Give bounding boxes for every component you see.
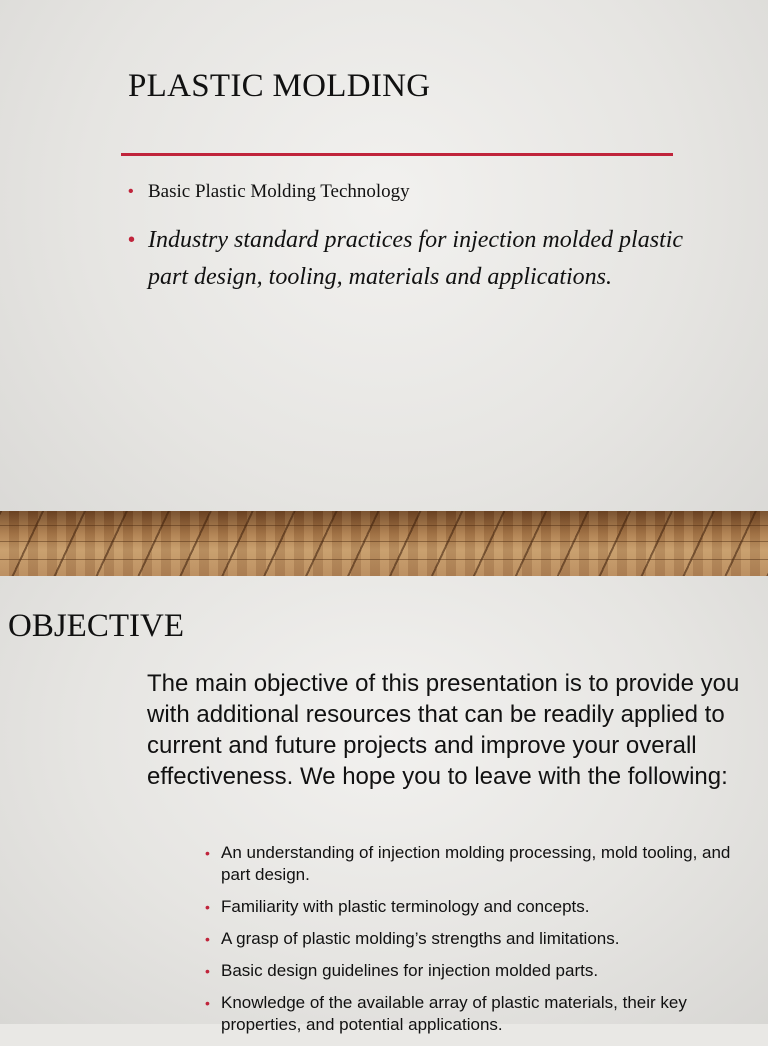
list-item-text: Familiarity with plastic terminology and concepts. xyxy=(221,897,590,916)
list-item xyxy=(128,222,688,296)
list-item xyxy=(205,896,745,918)
list-item-text: Basic Plastic Molding Technology xyxy=(148,181,410,202)
list-item xyxy=(205,992,745,1036)
bullet-icon: • xyxy=(205,995,210,1011)
list-item xyxy=(205,842,745,886)
bullet-icon: • xyxy=(205,931,210,947)
objective-paragraph: The main objective of this presentation is to provide you with additional resources that can be readily applied to current and future projects and improve your overall effectiveness. We hope you to leave with the following: xyxy=(147,670,740,790)
title-divider xyxy=(121,153,673,156)
bullet-icon: • xyxy=(205,845,210,861)
list-item-text: Knowledge of the available array of plastic materials, their key properties, and potential applications. xyxy=(221,993,687,1034)
bullet-icon: • xyxy=(128,229,136,251)
slide-objective xyxy=(0,576,768,1034)
bullet-icon: • xyxy=(205,899,210,915)
list-item xyxy=(205,960,745,982)
bullet-list xyxy=(205,842,745,1046)
list-item-text: Basic design guidelines for injection molded parts. xyxy=(221,961,599,980)
list-item-text: Industry standard practices for injection molded plastic part design, tooling, materials and applications. xyxy=(148,227,684,290)
list-item xyxy=(128,178,688,206)
bullet-icon: • xyxy=(205,963,210,979)
slide-title: PLASTIC MOLDING xyxy=(128,68,431,104)
list-item-text: An understanding of injection molding processing, mold tooling, and part design. xyxy=(221,843,731,884)
slide-title: OBJECTIVE xyxy=(8,608,184,644)
bullet-list xyxy=(128,178,688,296)
bullet-icon: • xyxy=(128,183,134,200)
list-item xyxy=(205,928,745,950)
list-item-text: A grasp of plastic molding’s strengths and limitations. xyxy=(221,929,620,948)
wood-floor-decoration xyxy=(0,511,768,576)
